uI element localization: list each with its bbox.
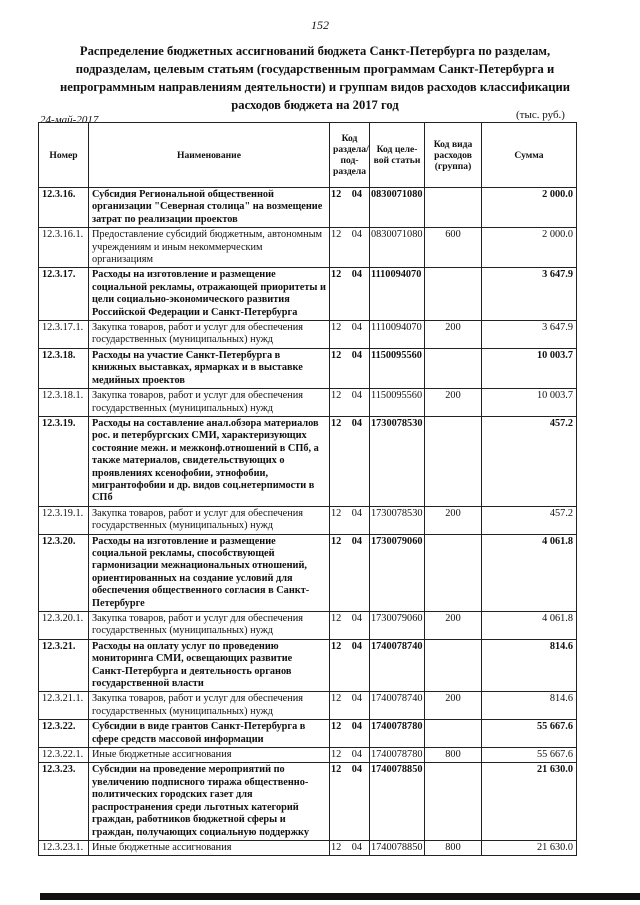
table-row [39,840,577,855]
row-number: 12.3.18.1. [39,389,89,417]
row-sum: 21 630.0 [482,840,577,855]
row-target: 1730079060 [370,534,425,611]
row-section-code: 12 [331,390,342,402]
row-name: Расходы на участие Санкт-Петербурга в книжных выставках, ярмарках и в выставке медийных проектов [89,348,330,388]
row-subsection-code: 04 [351,721,362,733]
row-section-code: 12 [331,613,342,624]
row-subsection-code: 04 [351,693,362,705]
row-subsection-code: 04 [351,269,362,281]
row-section [330,763,370,840]
row-target: 1740078740 [370,639,425,692]
row-section [330,534,370,611]
row-section-code: 12 [331,841,342,853]
row-number: 12.3.21.1. [39,692,89,720]
row-sum: 457.2 [482,506,577,534]
header-expense: Код вида расходов (группа) [425,123,482,188]
row-expense [425,348,482,388]
row-section-code: 12 [331,764,342,776]
row-target: 1740078780 [370,720,425,748]
row-number: 12.3.23. [39,763,89,840]
row-section-code: 12 [331,349,342,361]
row-section [330,188,370,228]
row-number: 12.3.19.1. [39,506,89,534]
header-target: Код целе-вой статьи [370,123,425,188]
scan-edge-bar [40,893,640,900]
row-section-code: 12 [331,749,342,761]
header-name: Наименование [89,123,330,188]
row-target: 1730078530 [370,506,425,534]
row-section-code: 12 [331,322,342,334]
row-subsection-code: 04 [351,535,362,547]
row-name: Субсидия Региональной общественной организации "Северная столица" на возмещение затрат по реализации проектов [89,188,330,228]
row-sum: 21 630.0 [482,763,577,840]
table-row [39,534,577,611]
table-row [39,228,577,268]
header-sum: Сумма [482,123,577,188]
row-subsection-code: 04 [351,507,362,519]
row-sum: 10 003.7 [482,348,577,388]
row-section [330,321,370,349]
row-number: 12.3.21. [39,639,89,692]
row-number: 12.3.20. [39,534,89,611]
row-expense: 200 [425,321,482,349]
row-sum: 4 061.8 [482,612,577,640]
row-target: 1110094070 [370,321,425,349]
row-sum: 10 003.7 [482,389,577,417]
table-row [39,506,577,534]
row-target: 0830071080 [370,228,425,268]
row-expense [425,416,482,506]
row-expense [425,534,482,611]
units-label: (тыс. руб.) [516,109,565,121]
row-expense [425,763,482,840]
table-row [39,268,577,321]
row-section-code: 12 [331,417,342,429]
row-name: Субсидии в виде грантов Санкт-Петербурга в сфере средств массовой информации [89,720,330,748]
row-subsection-code: 04 [351,322,362,334]
row-expense: 200 [425,389,482,417]
table-row [39,720,577,748]
row-section [330,506,370,534]
table-row [39,188,577,228]
table-row [39,763,577,840]
row-name: Иные бюджетные ассигнования [89,748,330,763]
row-expense: 800 [425,840,482,855]
row-section [330,416,370,506]
row-name: Закупка товаров, работ и услуг для обеспечения государственных (муниципальных) нужд [89,389,330,417]
row-section [330,840,370,855]
row-name: Закупка товаров, работ и услуг для обеспечения государственных (муниципальных) нужд [89,692,330,720]
table-row [39,389,577,417]
row-name: Иные бюджетные ассигнования [89,840,330,855]
row-subsection-code: 04 [351,764,362,776]
row-section [330,228,370,268]
table-row [39,748,577,763]
row-section [330,389,370,417]
row-target: 0830071080 [370,188,425,228]
row-sum: 2 000.0 [482,228,577,268]
row-subsection-code: 04 [351,417,362,429]
row-expense [425,639,482,692]
row-name: Расходы на изготовление и размещение социальной рекламы, способствующей гармонизации межнациональных отношений, ориентированных на создание условий для обеспечения общественного согласия в Санкт-Петербурге [89,534,330,611]
row-name: Закупка товаров, работ и услуг для обеспечения государственных (муниципальных) нужд [89,612,330,640]
header-section: Код раздела/ под-раздела [330,123,370,188]
row-subsection-code: 04 [351,349,362,361]
row-name: Закупка товаров, работ и услуг для обеспечения государственных (муниципальных) нужд [89,321,330,349]
row-number: 12.3.22. [39,720,89,748]
row-section-code: 12 [331,189,342,200]
row-target: 1150095560 [370,389,425,417]
row-section [330,268,370,321]
row-sum: 4 061.8 [482,534,577,611]
row-section-code: 12 [331,507,342,519]
row-subsection-code: 04 [351,390,362,402]
row-subsection-code: 04 [351,229,362,241]
row-section [330,692,370,720]
row-subsection-code: 04 [351,749,362,761]
row-target: 1740078850 [370,840,425,855]
row-sum: 3 647.9 [482,268,577,321]
row-number: 12.3.20.1. [39,612,89,640]
table-row [39,321,577,349]
row-target: 1740078780 [370,748,425,763]
table-row [39,348,577,388]
row-target: 1740078740 [370,692,425,720]
row-section-code: 12 [331,535,342,547]
row-name: Расходы на изготовление и размещение социальной рекламы, отражающей приоритеты и цели социально-экономического развития Российской Федерации и Санкт-Петербурга [89,268,330,321]
row-expense: 200 [425,692,482,720]
row-subsection-code: 04 [351,613,362,624]
row-name: Субсидии на проведение мероприятий по увеличению подписного тиража общественно-политических городских газет для распространения среди льготных категорий граждан, работников бюджетной сферы и граждан, получающих социальную поддержку [89,763,330,840]
row-sum: 814.6 [482,639,577,692]
row-name: Предоставление субсидий бюджетным, автономным учреждениям и иным некоммерческим организациям [89,228,330,268]
row-section [330,748,370,763]
row-section-code: 12 [331,721,342,733]
table-row [39,416,577,506]
row-section-code: 12 [331,229,342,241]
row-sum: 2 000.0 [482,188,577,228]
row-target: 1740078850 [370,763,425,840]
row-target: 1730079060 [370,612,425,640]
row-name: Расходы на оплату услуг по проведению мониторинга СМИ, освещающих развитие Санкт-Петербурга и деятельность органов государственной власти [89,639,330,692]
row-subsection-code: 04 [351,640,362,652]
row-subsection-code: 04 [351,189,362,200]
row-section [330,612,370,640]
table-row [39,612,577,640]
row-number: 12.3.17. [39,268,89,321]
row-number: 12.3.16.1. [39,228,89,268]
row-section-code: 12 [331,693,342,705]
row-name: Закупка товаров, работ и услуг для обеспечения государственных (муниципальных) нужд [89,506,330,534]
row-number: 12.3.16. [39,188,89,228]
row-number: 12.3.17.1. [39,321,89,349]
row-expense [425,268,482,321]
row-sum: 3 647.9 [482,321,577,349]
row-section [330,639,370,692]
row-number: 12.3.18. [39,348,89,388]
row-section-code: 12 [331,269,342,281]
row-expense: 200 [425,506,482,534]
row-expense: 200 [425,612,482,640]
row-expense: 600 [425,228,482,268]
row-expense [425,188,482,228]
row-sum: 457.2 [482,416,577,506]
row-number: 12.3.23.1. [39,840,89,855]
table-row [39,639,577,692]
document-date: 24-май-2017 [40,114,99,126]
row-target: 1110094070 [370,268,425,321]
row-target: 1730078530 [370,416,425,506]
row-section [330,348,370,388]
row-name: Расходы на составление анал.обзора материалов рос. и петербургских СМИ, характеризующих состояние межн. и межконф.отношений в СПб, а также материалов, свидетельствующих о проявлениях ксенофобии, этнофобии, мигрантофобии и др. видов соц.нетерпимости в СПб [89,416,330,506]
document-title: Распределение бюджетных ассигнований бюджета Санкт-Петербурга по разделам, подразделам, целевым статьям (государственным программам Санкт-Петербурга и непрограммным направлениям деятельности) и группам видов расходов классификации расходов бюджета на 2017 год [60,44,570,112]
header-number: Номер [39,123,89,188]
row-number: 12.3.22.1. [39,748,89,763]
row-subsection-code: 04 [351,841,362,853]
table-row [39,692,577,720]
row-target: 1150095560 [370,348,425,388]
row-expense [425,720,482,748]
row-expense: 800 [425,748,482,763]
row-section [330,720,370,748]
row-number: 12.3.19. [39,416,89,506]
budget-table [38,122,577,856]
table-header-row [39,123,577,188]
row-sum: 55 667.6 [482,720,577,748]
row-sum: 814.6 [482,692,577,720]
row-sum: 55 667.6 [482,748,577,763]
page-number: 152 [311,18,329,32]
row-section-code: 12 [331,640,342,652]
